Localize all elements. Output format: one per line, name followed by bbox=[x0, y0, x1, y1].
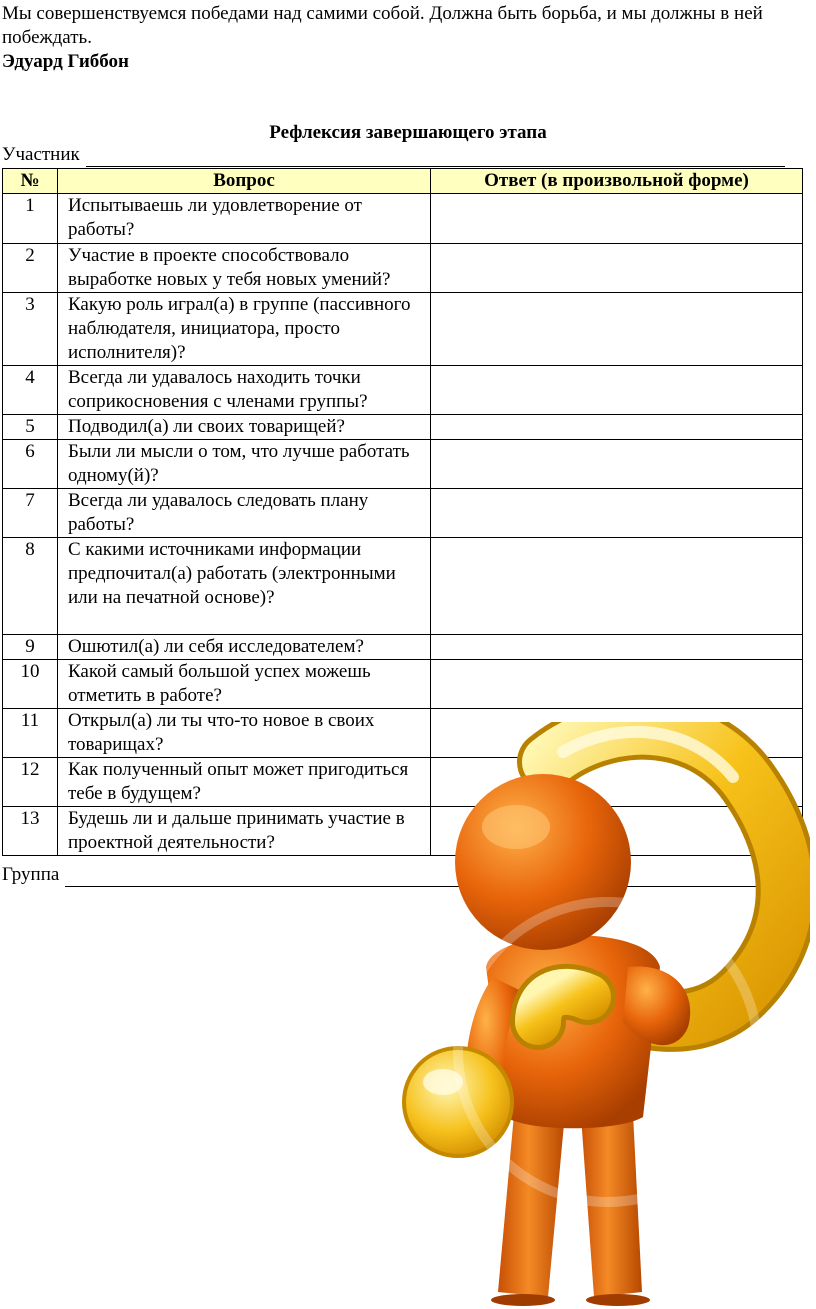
row-number: 1 bbox=[3, 194, 58, 244]
row-number: 5 bbox=[3, 415, 58, 440]
row-number: 10 bbox=[3, 660, 58, 709]
epigraph-quote: Мы совершенствуемся победами над самими собой. Должна быть борьба, и мы должны в ней побеждать. bbox=[2, 3, 763, 48]
row-question: Какой самый большой успех можешь отметить в работе? bbox=[58, 660, 431, 709]
row-question: Какую роль играл(а) в группе (пассивного наблюдателя, инициатора, просто исполнителя)? bbox=[58, 293, 431, 366]
row-answer-cell[interactable] bbox=[431, 194, 803, 244]
row-number: 6 bbox=[3, 440, 58, 489]
row-answer-cell[interactable] bbox=[431, 293, 803, 366]
row-question: Испытываешь ли удовлетворение от работы? bbox=[58, 194, 431, 244]
row-answer-cell[interactable] bbox=[431, 366, 803, 415]
table-row bbox=[3, 366, 803, 415]
row-question: Всегда ли удавалось находить точки соприкосновения с членами группы? bbox=[58, 366, 431, 415]
row-number: 9 bbox=[3, 635, 58, 660]
table-row bbox=[3, 194, 803, 244]
row-number: 7 bbox=[3, 489, 58, 538]
table-row bbox=[3, 660, 803, 709]
row-number: 13 bbox=[3, 807, 58, 856]
header-question: Вопрос bbox=[58, 169, 431, 194]
row-question: Подводил(а) ли своих товарищей? bbox=[58, 415, 431, 440]
epigraph-author: Эдуард Гиббон bbox=[2, 51, 129, 72]
table-row bbox=[3, 635, 803, 660]
table-row bbox=[3, 293, 803, 366]
participant-label: Участник bbox=[2, 144, 80, 165]
table-row bbox=[3, 244, 803, 293]
row-answer-cell[interactable] bbox=[431, 635, 803, 660]
row-question: Ошютил(а) ли себя исследователем? bbox=[58, 635, 431, 660]
row-question: Всегда ли удавалось следовать плану работы? bbox=[58, 489, 431, 538]
table-row bbox=[3, 415, 803, 440]
row-answer-cell[interactable] bbox=[431, 538, 803, 635]
row-question: С какими источниками информации предпочитал(а) работать (электронными или на печатной основе)? bbox=[58, 538, 431, 635]
row-number: 3 bbox=[3, 293, 58, 366]
table-header-row bbox=[3, 169, 803, 194]
row-question: Будешь ли и дальше принимать участие в проектной деятельности? bbox=[58, 807, 431, 856]
participant-field bbox=[2, 143, 785, 167]
thinking-figure-illustration bbox=[398, 722, 810, 1306]
row-answer-cell[interactable] bbox=[431, 415, 803, 440]
table-row bbox=[3, 440, 803, 489]
row-number: 4 bbox=[3, 366, 58, 415]
group-label: Группа bbox=[2, 864, 60, 885]
row-answer-cell[interactable] bbox=[431, 660, 803, 709]
row-answer-cell[interactable] bbox=[431, 489, 803, 538]
row-question: Участие в проекте способствовало выработке новых у тебя новых умений? bbox=[58, 244, 431, 293]
row-number: 8 bbox=[3, 538, 58, 635]
header-answer: Ответ (в произвольной форме) bbox=[431, 169, 803, 194]
page-title: Рефлексия завершающего этапа bbox=[269, 122, 547, 143]
row-number: 12 bbox=[3, 758, 58, 807]
row-answer-cell[interactable] bbox=[431, 244, 803, 293]
row-question: Открыл(а) ли ты что-то новое в своих товарищах? bbox=[58, 709, 431, 758]
table-row bbox=[3, 489, 803, 538]
row-number: 11 bbox=[3, 709, 58, 758]
row-number: 2 bbox=[3, 244, 58, 293]
row-answer-cell[interactable] bbox=[431, 440, 803, 489]
header-number: № bbox=[3, 169, 58, 194]
row-question: Как полученный опыт может пригодиться тебе в будущем? bbox=[58, 758, 431, 807]
table-row bbox=[3, 538, 803, 635]
row-question: Были ли мысли о том, что лучше работать одному(й)? bbox=[58, 440, 431, 489]
participant-blank-line[interactable] bbox=[86, 148, 785, 167]
figure-head bbox=[455, 774, 631, 950]
